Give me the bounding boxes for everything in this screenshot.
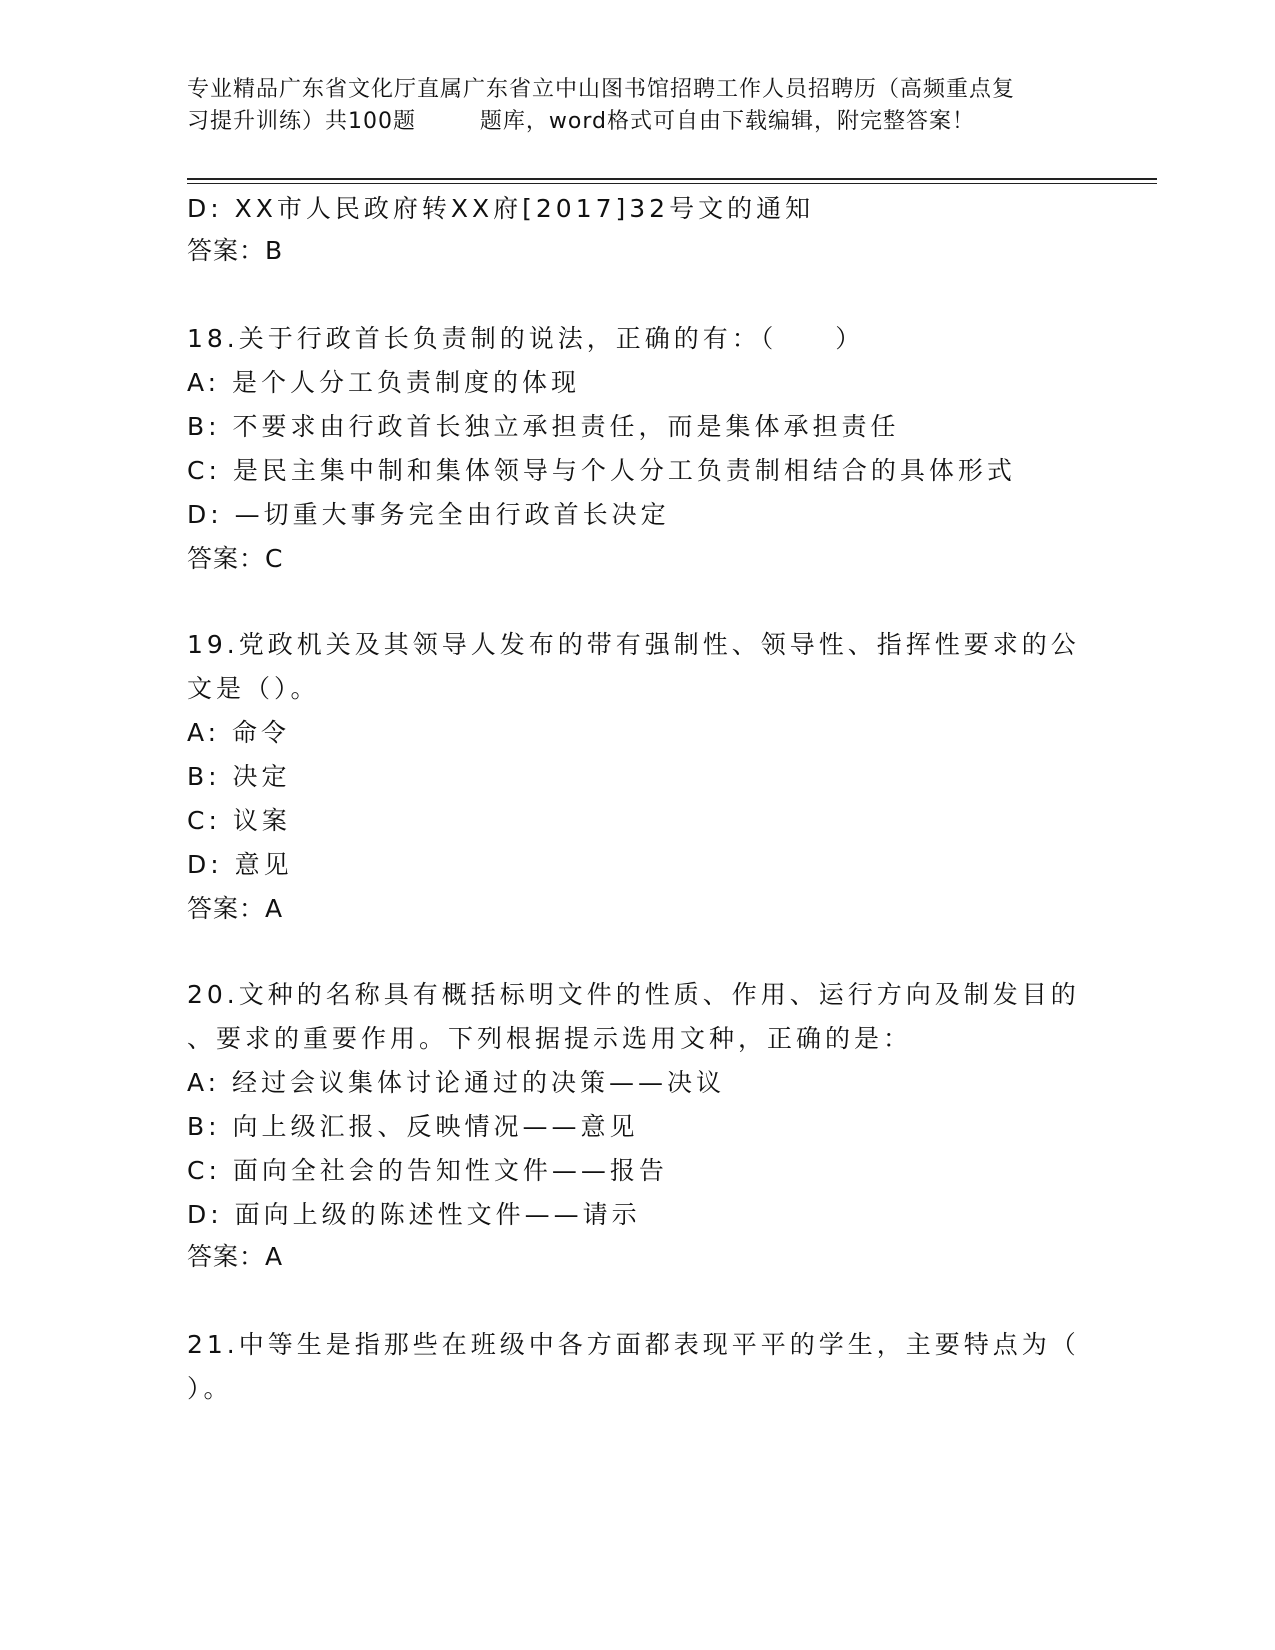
q20-stem-line-1: 20.文种的名称具有概括标明文件的性质、作用、运行方向及制发目的: [187, 980, 1080, 1009]
prev-answer: 答案：B: [187, 236, 284, 265]
prev-option-d: D: XX市人民政府转XX府[2017]32号文的通知: [187, 194, 815, 223]
q18-answer: 答案：C: [187, 544, 284, 573]
q18-stem: 18.关于行政首长负责制的说法，正确的有：（ ）: [187, 324, 865, 353]
q20-option-c: C: 面向全社会的告知性文件——报告: [187, 1156, 668, 1185]
q18-option-c: C: 是民主集中制和集体领导与个人分工负责制相结合的具体形式: [187, 456, 1016, 485]
q18-option-b: B: 不要求由行政首长独立承担责任，而是集体承担责任: [187, 412, 900, 441]
header-rule-thin: [187, 183, 1157, 184]
q20-option-d: D: 面向上级的陈述性文件——请示: [187, 1200, 641, 1229]
q19-option-d: D: 意见: [187, 850, 293, 879]
header-line-2: 习提升训练）共100题 题库，word格式可自由下载编辑，附完整答案！: [187, 109, 976, 134]
q21-stem-line-1: 21.中等生是指那些在班级中各方面都表现平平的学生，主要特点为（: [187, 1330, 1080, 1359]
q19-answer: 答案：A: [187, 894, 284, 923]
q20-option-a: A: 经过会议集体讨论通过的决策——决议: [187, 1068, 726, 1097]
q18-option-a: A: 是个人分工负责制度的体现: [187, 368, 581, 397]
q20-stem-line-2: 、要求的重要作用。下列根据提示选用文种，正确的是：: [187, 1024, 913, 1053]
q19-stem-line-1: 19.党政机关及其领导人发布的带有强制性、领导性、指挥性要求的公: [187, 630, 1080, 659]
page-header: [187, 74, 1087, 138]
q21-stem-line-2: ）。: [187, 1374, 233, 1403]
q19-option-b: B: 决定: [187, 762, 291, 791]
q20-option-b: B: 向上级汇报、反映情况——意见: [187, 1112, 639, 1141]
q20-answer: 答案：A: [187, 1242, 284, 1271]
header-rule-thick: [187, 178, 1157, 180]
header-line-1: 专业精品广东省文化厅直属广东省立中山图书馆招聘工作人员招聘历（高频重点复: [187, 77, 1016, 102]
q19-stem-line-2: 文是（）。: [187, 674, 320, 703]
q19-option-a: A: 命令: [187, 718, 291, 747]
q19-option-c: C: 议案: [187, 806, 291, 835]
q18-option-d: D: —切重大事务完全由行政首长决定: [187, 500, 670, 529]
